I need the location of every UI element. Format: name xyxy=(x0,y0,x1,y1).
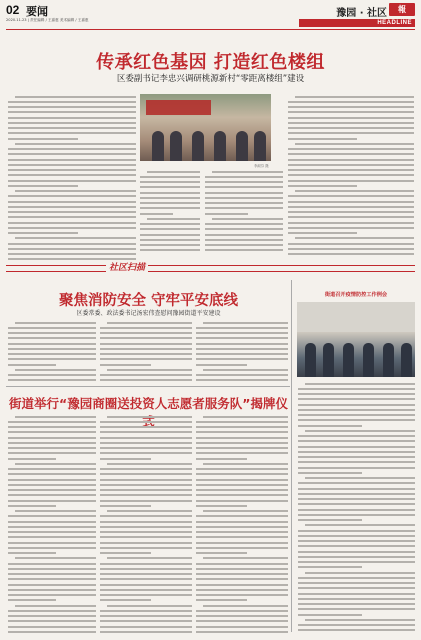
text-line xyxy=(196,378,288,383)
text-line xyxy=(288,252,414,257)
article2-title: 聚焦消防安全 守牢平安底线 xyxy=(58,293,239,309)
text-line xyxy=(8,629,96,634)
article3-title: 街道举行“豫园商圈送投资人志愿者服务队”揭牌仪式 xyxy=(9,396,288,429)
section-banner-label: 社区扫描 xyxy=(106,260,148,273)
newspaper-brand: 豫园 · 社区 xyxy=(336,8,387,19)
sidebar-title: 街道召开疫情防控工作例会 xyxy=(324,292,388,298)
article1-photo xyxy=(140,94,271,161)
page-header xyxy=(6,3,415,29)
article2-body-col3 xyxy=(196,320,288,383)
page-number: 02 xyxy=(6,3,20,17)
section-banner xyxy=(6,258,415,272)
article3-body-col2 xyxy=(100,414,192,634)
text-line xyxy=(298,628,415,633)
text-line xyxy=(196,629,288,634)
text-line xyxy=(8,378,96,383)
article1-body-col2 xyxy=(140,169,200,257)
text-line xyxy=(205,248,283,253)
text-line xyxy=(140,248,200,253)
article1-body-col3 xyxy=(205,169,283,257)
article1-photo-caption: 李淑芬 摄 xyxy=(254,164,269,168)
article1-subtitle: 区委副书记李忠兴调研桃源新村“零距离楼组”建设 xyxy=(116,74,305,84)
section-name: 要闻 xyxy=(26,5,48,18)
text-line xyxy=(100,629,192,634)
sidebar-body xyxy=(298,381,415,633)
article1-body-col1 xyxy=(8,94,136,262)
article2-body-col2 xyxy=(100,320,192,383)
issue-meta: 2020.11.23 | 责任编辑 / 王嘉惠 美术编辑 / 王嘉惠 xyxy=(6,18,89,22)
headline-tag: HEADLINE xyxy=(299,19,415,27)
sidebar-photo xyxy=(297,302,415,377)
header-rule xyxy=(6,29,415,30)
newspaper-logo-icon: 報 xyxy=(389,3,415,16)
article3-body-col1 xyxy=(8,414,96,634)
article2-body-col1 xyxy=(8,320,96,383)
column-divider xyxy=(291,280,292,632)
text-line xyxy=(100,378,192,383)
article2-subtitle: 区委常委、政法委书记汤宏伟查慰问豫园街道平安建设 xyxy=(76,310,221,317)
article3-body-col3 xyxy=(196,414,288,634)
article1-title: 传承红色基因 打造红色楼组 xyxy=(96,52,325,73)
article-divider xyxy=(6,386,290,387)
article1-body-col4 xyxy=(288,94,414,257)
